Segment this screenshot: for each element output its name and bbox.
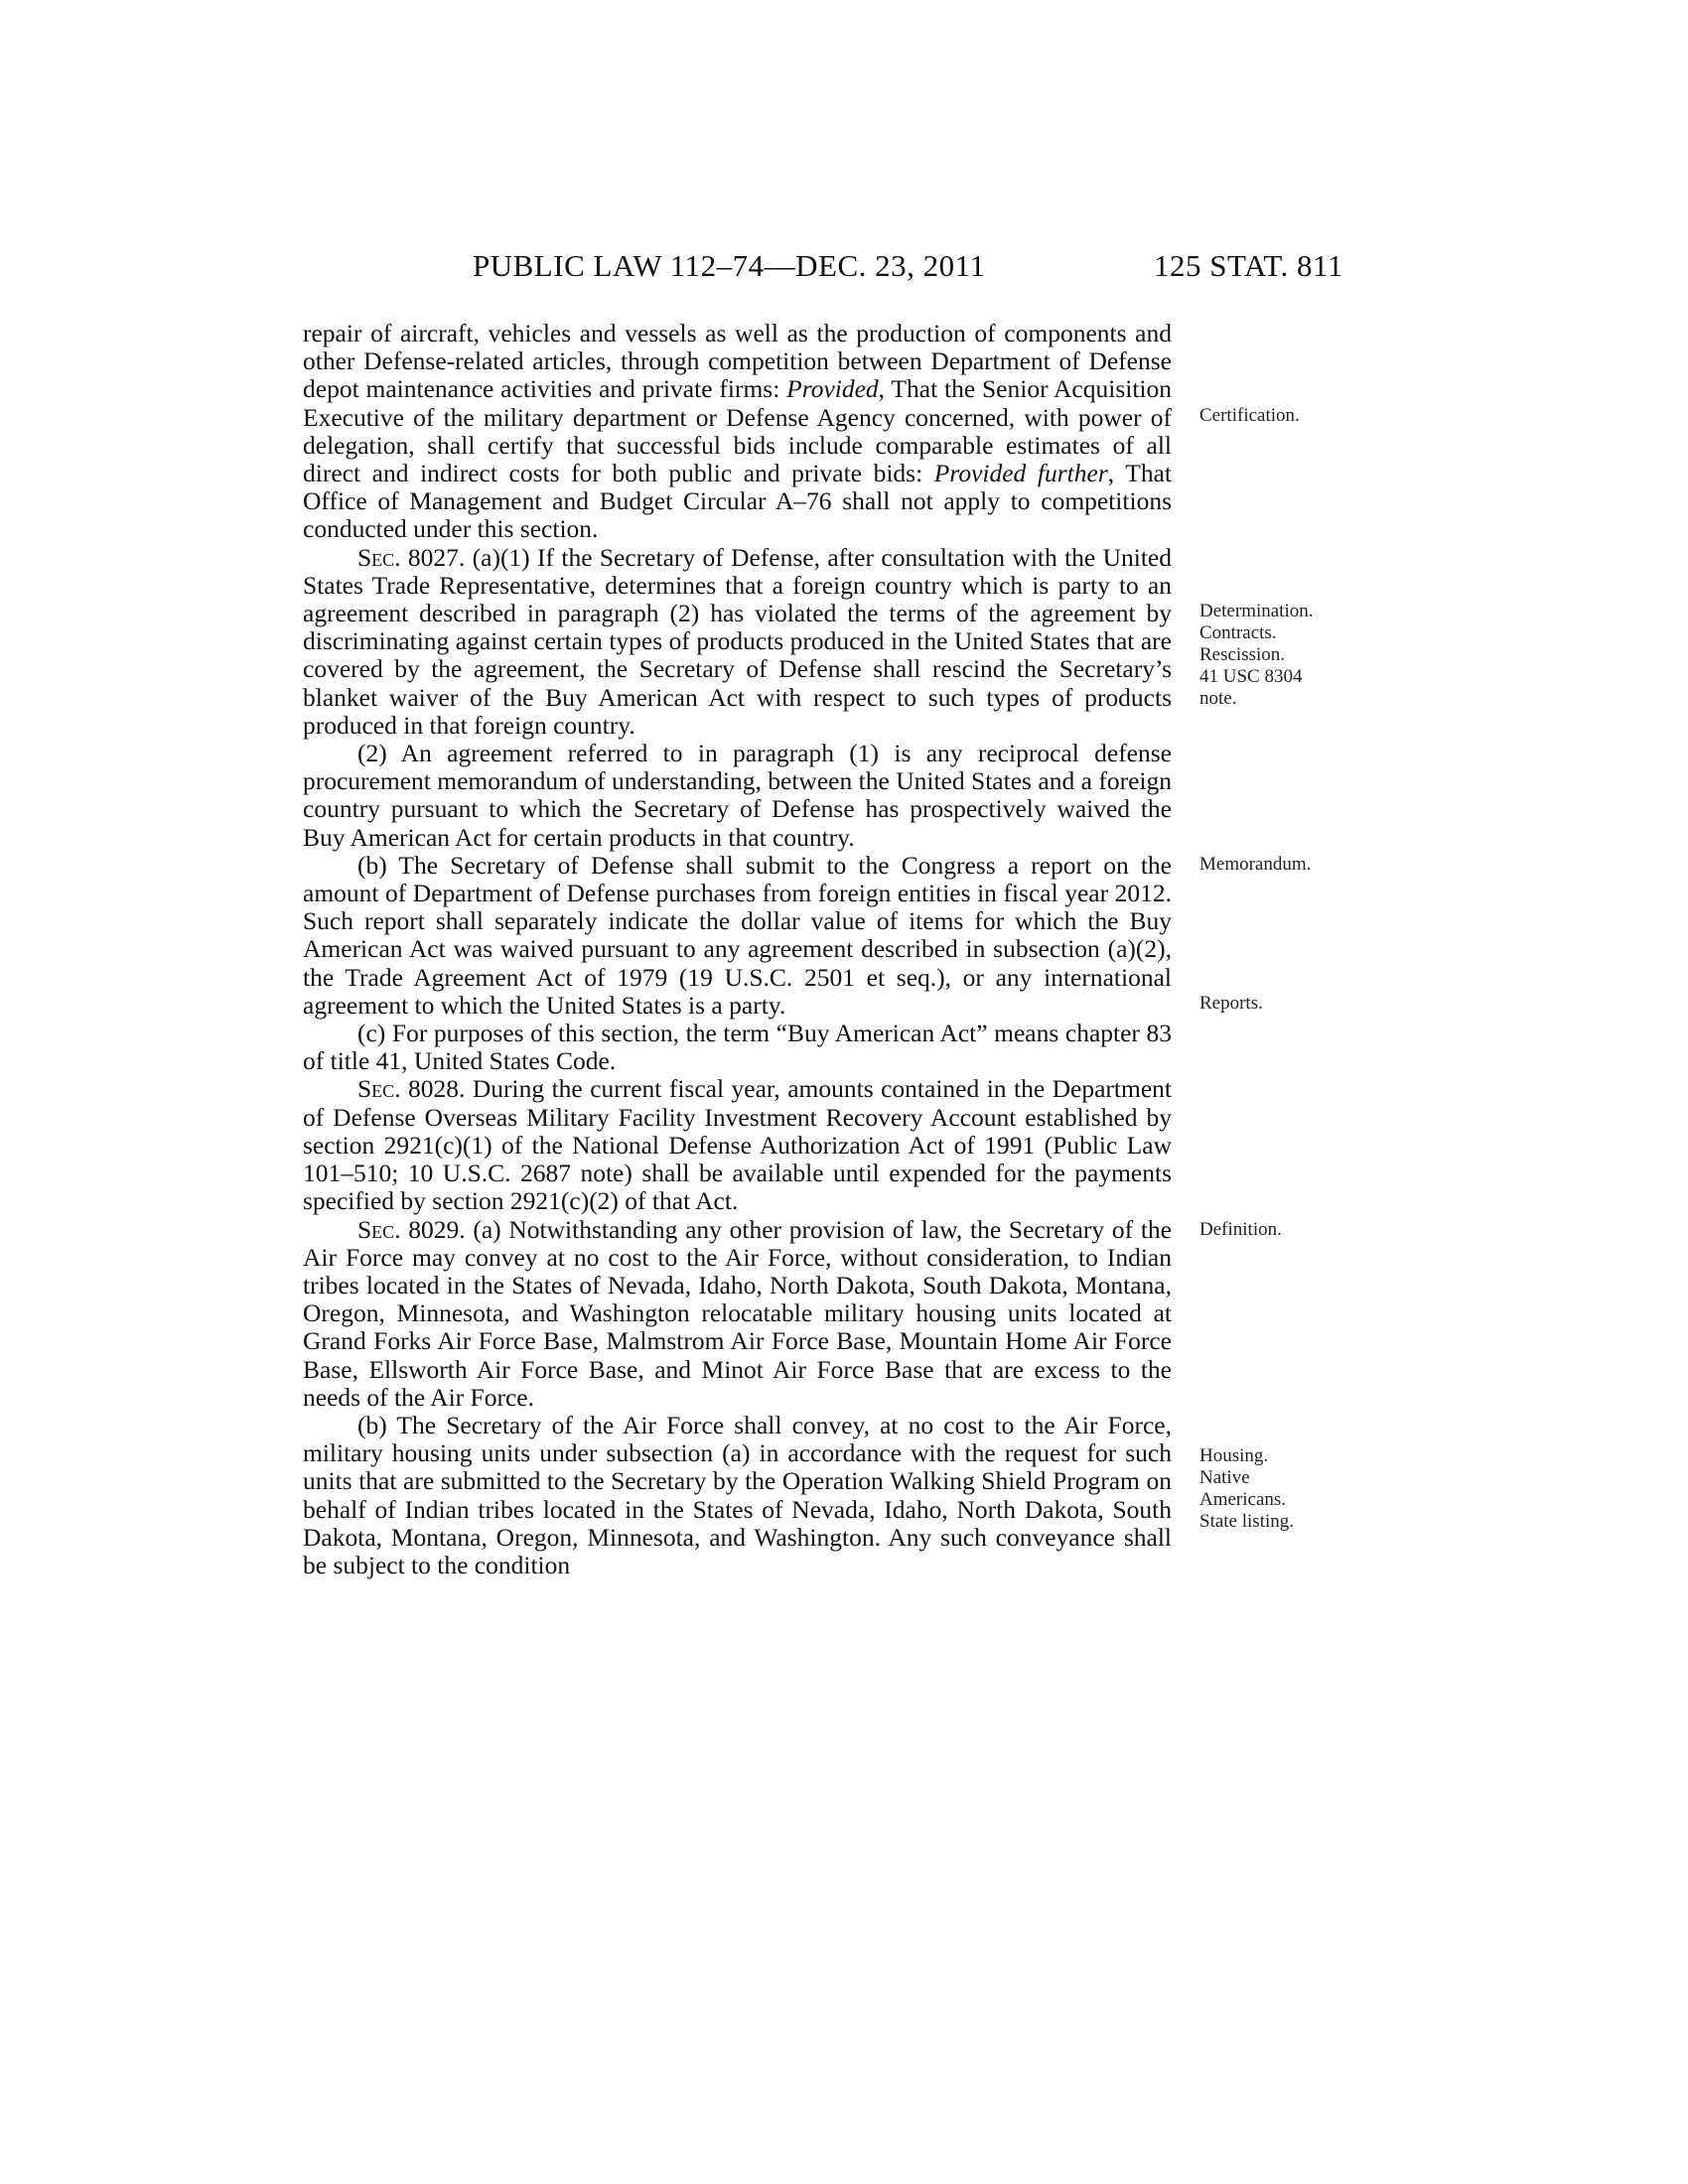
margin-note-line: 41 USC 8304 xyxy=(1199,666,1303,687)
margin-note-line: Housing. xyxy=(1199,1445,1269,1466)
law-body-text xyxy=(303,320,1172,1579)
paragraph-text: (b) The Secretary of Defense shall submit to the Congress a report on the amount of Department of Defense purchases from foreign entities in fiscal year 2012. Such report shall separately indicate the dollar value of items for which the Buy American Act was waived pursuant to any agreement described in subsection (a)(2), the Trade Agreement Act of 1979 (19 U.S.C. 2501 et seq.), or any international agreement to which the United States is a party. xyxy=(303,850,1172,1020)
margin-note-line: Reports. xyxy=(1199,993,1263,1014)
law-paragraph xyxy=(303,1020,1172,1075)
margin-note-line: Definition. xyxy=(1199,1219,1282,1240)
margin-note-housing xyxy=(1199,1445,1398,1533)
margin-note-line: Rescission. xyxy=(1199,644,1286,665)
paragraph-text: , That Office of Management and Budget Circular A–76 shall not apply to competitions conducted under this section. xyxy=(303,459,1172,544)
margin-note-line: Certification. xyxy=(1199,405,1300,426)
margin-note-reports xyxy=(1199,993,1398,1015)
section-label: Sec xyxy=(357,1214,395,1244)
paragraph-text: (c) For purposes of this section, the term “Buy American Act” means chapter 83 of title 41, United States Code. xyxy=(303,1019,1172,1076)
paragraph-text: , That the Senior Acquisition Executive of the military department or Defense Agency concerned, with power of delegation, shall certify that successful bids include comparable estimates of all direct and indirect costs for both public and private bids: xyxy=(303,374,1173,488)
margin-note-line: Native xyxy=(1199,1467,1250,1488)
law-paragraph xyxy=(303,544,1172,740)
law-paragraph xyxy=(303,320,1172,544)
law-paragraph xyxy=(303,740,1172,852)
margin-note-line: Contracts. xyxy=(1199,622,1277,643)
paragraph-text: . 8028. During the current fiscal year, amounts contained in the Department of Defense Overseas Military Facility Investment Recovery Account established by section 2921(c)(1) of the National Defense Authorization Act of 1991 (Public Law 101–510; 10 U.S.C. 2687 note) shall be available until expended for the payments specified by section 2921(c)(2) of that Act. xyxy=(303,1074,1172,1216)
margin-note-line: note. xyxy=(1199,688,1237,709)
italic-text: Provided further xyxy=(933,459,1108,488)
statute-page-number: 125 STAT. 811 xyxy=(1154,248,1343,283)
margin-note-memorandum xyxy=(1199,854,1398,876)
margin-note-certification xyxy=(1199,405,1398,427)
italic-text: Provided xyxy=(786,374,879,404)
paragraph-text: (2) An agreement referred to in paragraph (1) is any reciprocal defense procurement memorandum of understanding, between the United States and a foreign country pursuant to which the Secretary of Defense has prospectively waived the Buy American Act for certain products in that country. xyxy=(303,739,1172,852)
margin-note-definition xyxy=(1199,1219,1398,1241)
law-paragraph xyxy=(303,852,1172,1020)
margin-note-line: Memorandum. xyxy=(1199,854,1312,875)
paragraph-text: . 8027. (a)(1) If the Secretary of Defense, after consultation with the United States Trade Representative, determines that a foreign country which is party to an agreement described in paragraph (2) has violated the terms of the agreement by discriminating against certain types of products produced in the United States that are covered by the agreement, the Secretary of Defense shall rescind the Secretary’s blanket waiver of the Buy American Act with respect to such types of products produced in that foreign country. xyxy=(303,542,1172,740)
law-paragraph xyxy=(303,1216,1172,1412)
public-law-title: PUBLIC LAW 112–74—DEC. 23, 2011 xyxy=(473,248,986,283)
margin-note-line: State listing. xyxy=(1199,1511,1294,1532)
margin-note-line: Americans. xyxy=(1199,1489,1287,1510)
law-paragraph xyxy=(303,1412,1172,1579)
section-label: Sec xyxy=(357,1074,395,1104)
running-header xyxy=(0,248,1688,288)
paragraph-text: . 8029. (a) Notwithstanding any other provision of law, the Secretary of the Air Force may convey at no cost to the Air Force, without consideration, to Indian tribes located in the States of Nevada, Idaho, North Dakota, South Dakota, Montana, Oregon, Minnesota, and Washington relocatable military housing units located at Grand Forks Air Force Base, Malmstrom Air Force Base, Mountain Home Air Force Base, Ellsworth Air Force Base, and Minot Air Force Base that are excess to the needs of the Air Force. xyxy=(303,1214,1172,1412)
paragraph-text: repair of aircraft, vehicles and vessels as well as the production of components and other Defense-related articles, through competition between Department of Defense depot maintenance activities and private firms: xyxy=(303,319,1172,404)
paragraph-text: (b) The Secretary of the Air Force shall convey, at no cost to the Air Force, military housing units under subsection (a) in accordance with the request for such units that are submitted to the Secretary by the Operation Walking Shield Program on behalf of Indian tribes located in the States of Nevada, Idaho, North Dakota, South Dakota, Montana, Oregon, Minnesota, and Washington. Any such conveyance shall be subject to the condition xyxy=(303,1410,1172,1579)
law-paragraph xyxy=(303,1075,1172,1215)
margin-note-determination xyxy=(1199,601,1398,710)
margin-note-line: Determination. xyxy=(1199,601,1314,621)
section-label: Sec xyxy=(357,542,395,572)
